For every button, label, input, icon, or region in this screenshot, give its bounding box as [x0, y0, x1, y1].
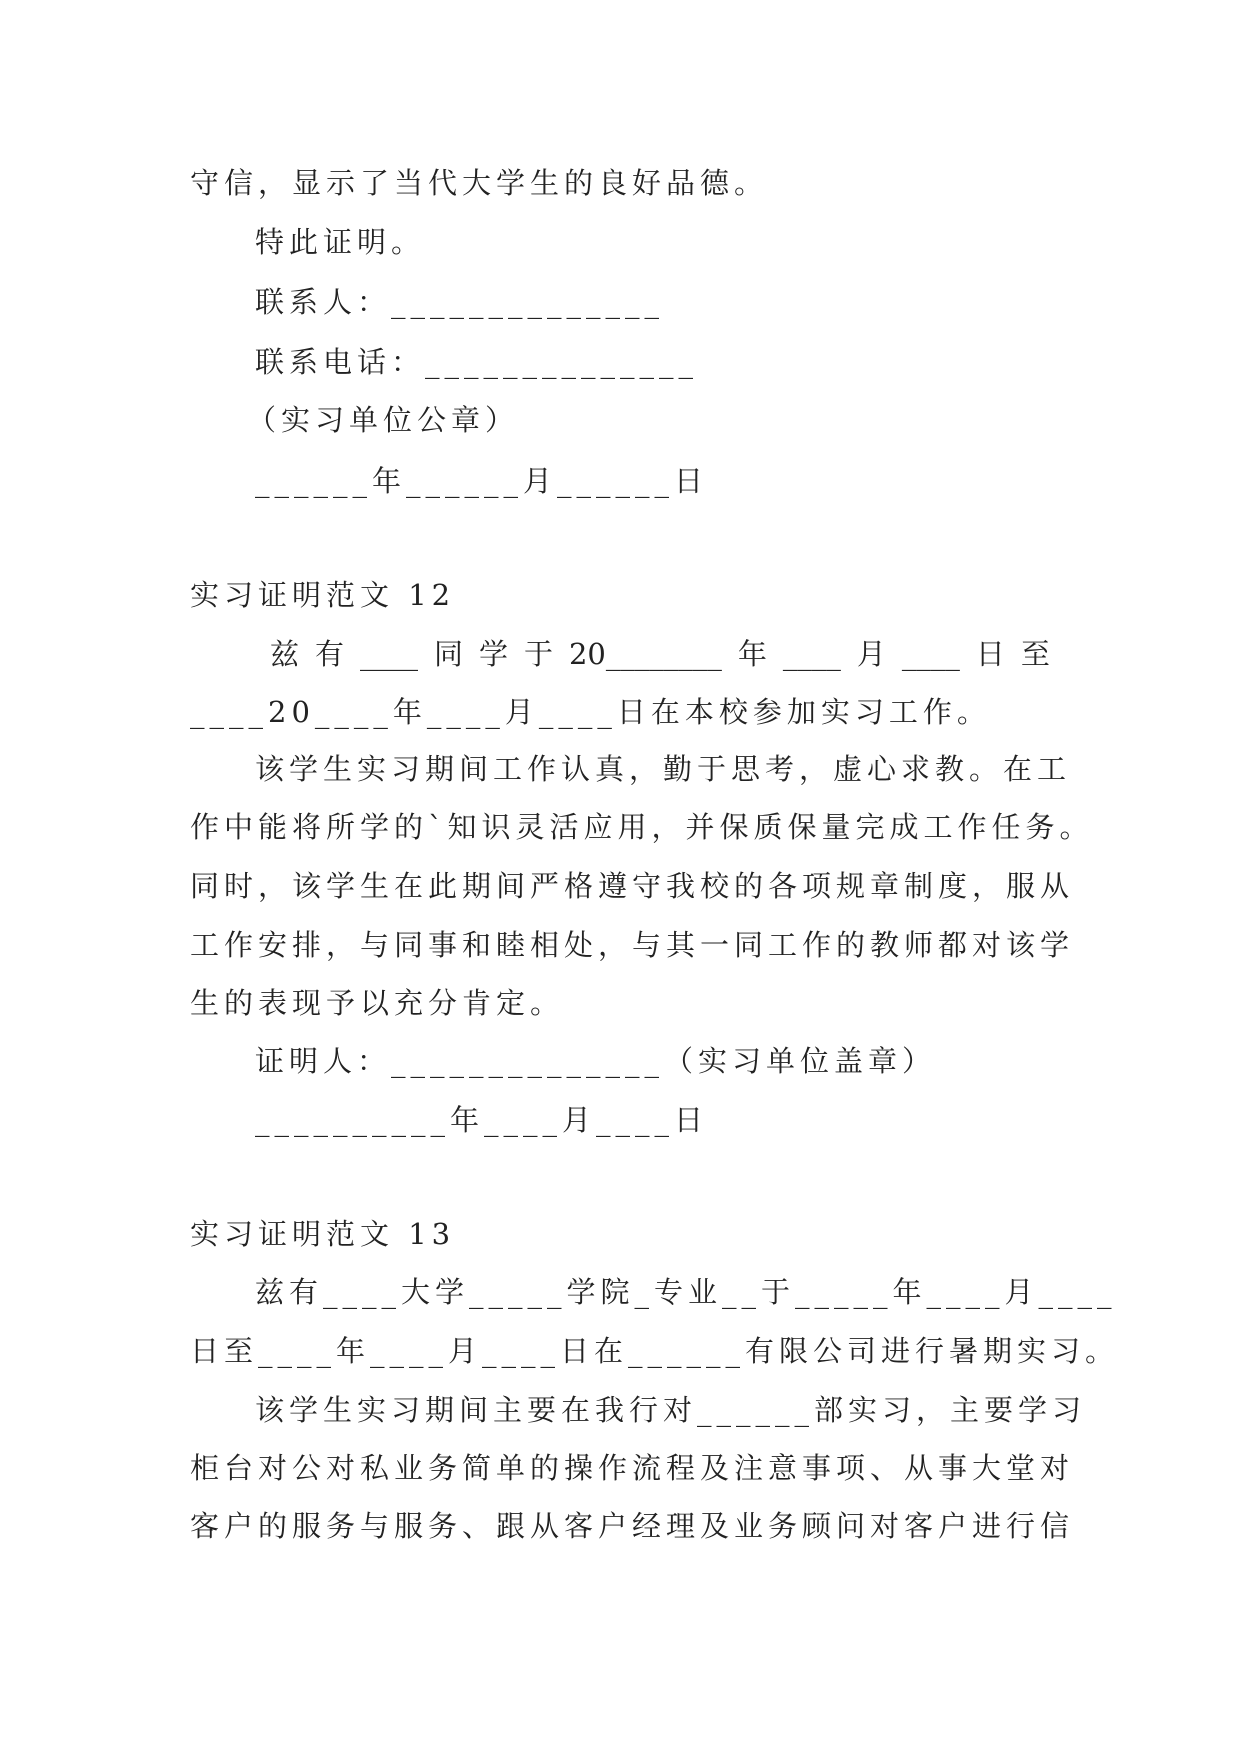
word: 于	[523, 637, 553, 671]
blank: 20________	[568, 637, 722, 671]
word: 同	[433, 637, 463, 671]
word: 至	[1020, 637, 1050, 671]
date-line: __________年____月____日	[255, 1103, 709, 1137]
paragraph-line: 日至____年____月____日在______有限公司进行暑期实习。	[190, 1334, 1120, 1368]
word: 月	[856, 637, 886, 671]
paragraph-line	[270, 634, 1050, 674]
paragraph-line: 生的表现予以充分肯定。	[190, 986, 565, 1020]
contact-person-line: 联系人：______________	[255, 285, 665, 319]
blank: ____	[360, 637, 418, 671]
paragraph-line: ____20____年____月____日在本校参加实习工作。	[190, 695, 991, 729]
certify-text: 特此证明。	[255, 225, 426, 259]
paragraph-line: 作中能将所学的`知识灵活应用，并保质保量完成工作任务。	[190, 810, 1094, 844]
certifier-line: 证明人：______________（实习单位盖章）	[255, 1044, 937, 1078]
blank: ____	[782, 637, 841, 671]
section-heading: 实习证明范文 12	[190, 578, 456, 612]
word: 有	[315, 637, 345, 671]
word: 年	[737, 637, 767, 671]
paragraph-line: 柜台对公对私业务简单的操作流程及注意事项、从事大堂对	[190, 1451, 1075, 1485]
contact-phone-line: 联系电话：______________	[255, 345, 699, 379]
paragraph-line: 兹有____大学_____学院_专业__于_____年____月____	[255, 1275, 1117, 1309]
section-heading: 实习证明范文 13	[190, 1217, 456, 1251]
seal-text: （实习单位公章）	[247, 403, 520, 437]
paragraph-line: 该学生实习期间工作认真，勤于思考，虚心求教。在工	[255, 752, 1072, 786]
paragraph-line: 客户的服务与服务、跟从客户经理及业务顾问对客户进行信	[190, 1509, 1075, 1543]
word: 兹	[270, 637, 300, 671]
paragraph-line: 该学生实习期间主要在我行对______部实习，主要学习	[255, 1393, 1087, 1427]
blank: ____	[901, 637, 960, 671]
paragraph-line: 工作安排，与同事和睦相处，与其一同工作的教师都对该学	[190, 928, 1075, 962]
word: 学	[478, 637, 508, 671]
word: 日	[975, 637, 1005, 671]
paragraph-tail: 守信，显示了当代大学生的良好品德。	[190, 166, 769, 200]
date-line: ______年______月______日	[255, 464, 709, 498]
paragraph-line: 同时，该学生在此期间严格遵守我校的各项规章制度，服从	[190, 869, 1075, 903]
